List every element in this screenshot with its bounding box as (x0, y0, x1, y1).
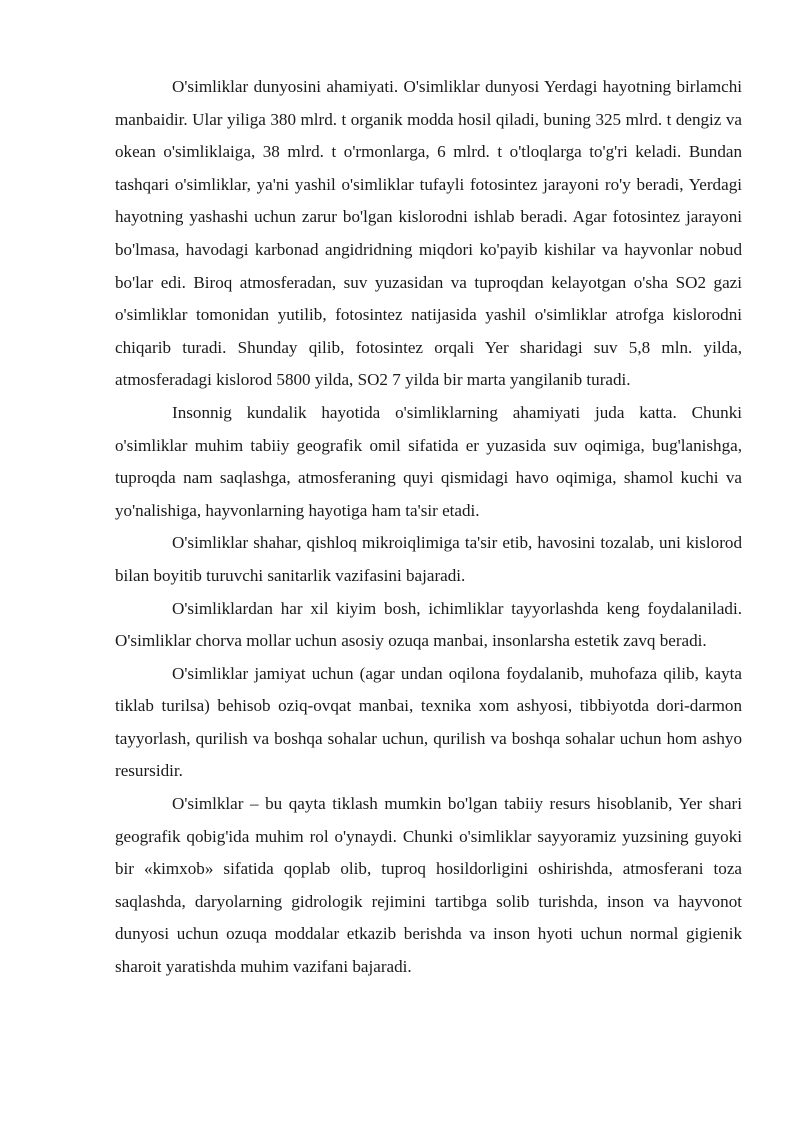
paragraph-plant-importance: O'simliklar dunyosini ahamiyati. O'simliklar dunyosi Yerdagi hayotning birlamchi manbaidir. Ular yiliga 380 mlrd. t organik modda hosil qiladi, buning 325 mlrd. t dengiz va okean o'simliklaiga, 38 mlrd. t o'rmonlarga, 6 mlrd. t o'tloqlarga to'g'ri keladi. Bundan tashqari o'simliklar, ya'ni yashil o'simliklar tufayli fotosintez jarayoni ro'y beradi, Yerdagi hayotning yashashi uchun zarur bo'lgan kislorodni ishlab beradi. Agar fotosintez jarayoni bo'lmasa, havodagi karbonad angidridning miqdori ko'payib kishilar va hayvonlar nobud bo'lar edi. Biroq atmosferadan, suv yuzasidan va tuproqdan kelayotgan o'sha SO2 gazi o'simliklar tomonidan yutilib, fotosintez natijasida yashil o'simliklar atrofga kislorodni chiqarib turadi. Shunday qilib, fotosintez orqali Yer sharidagi suv 5,8 mln. yilda, atmosferadagi kislorod 5800 yilda, SO2 7 yilda bir marta yangilanib turadi. (115, 77, 742, 390)
document-body (115, 71, 742, 984)
paragraph-clothing-drinks: O'simliklardan har xil kiyim bosh, ichimliklar tayyorlashda keng foydalaniladi. O'simliklar chorva mollar uchun asosiy ozuqa manbai, insonlarsha estetik zavq beradi. (115, 598, 742, 651)
paragraph-daily-life: Insonnig kundalik hayotida o'simliklarning ahamiyati juda katta. Chunki o'simliklar muhim tabiiy geografik omil sifatida er yuzasida suv oqimiga, bug'lanishga, tuproqda nam saqlashga, atmosferaning quyi qismidagi havo oqimiga, shamol kuchi va yo'nalishiga, hayvonlarning hayotiga ham ta'sir etadi. (115, 402, 742, 520)
paragraph-microclimate: O'simliklar shahar, qishloq mikroiqlimiga ta'sir etib, havosini tozalab, uni kislorod bilan boyitib turuvchi sanitarlik vazifasini bajaradi. (115, 533, 742, 585)
paragraph-renewable-resource: O'simlklar – bu qayta tiklash mumkin bo'lgan tabiiy resurs hisoblanib, Yer shari geografik qobig'ida muhim rol o'ynaydi. Chunki o'simliklar sayyoramiz yuzsining guyoki bir «kimxob» sifatida qoplab olib, tuproq hosildorligini oshirishda, atmosferani toza saqlashda, daryolarning gidrologik rejimini tartibga solib turishda, inson va hayvonot dunyosi uchun ozuqa moddalar etkazib berishda va inson hyoti uchun normal gigienik sharoit yaratishda muhim vazifani bajaradi. (115, 794, 742, 977)
paragraph-society-resource: O'simliklar jamiyat uchun (agar undan oqilona foydalanib, muhofaza qilib, kayta tiklab turilsa) behisob oziq-ovqat manbai, texnika xom ashyosi, tibbiyotda dori-darmon tayyorlash, qurilish va boshqa sohalar uchun, qurilish va boshqa sohalar uchun hom ashyo resursidir. (115, 663, 742, 781)
